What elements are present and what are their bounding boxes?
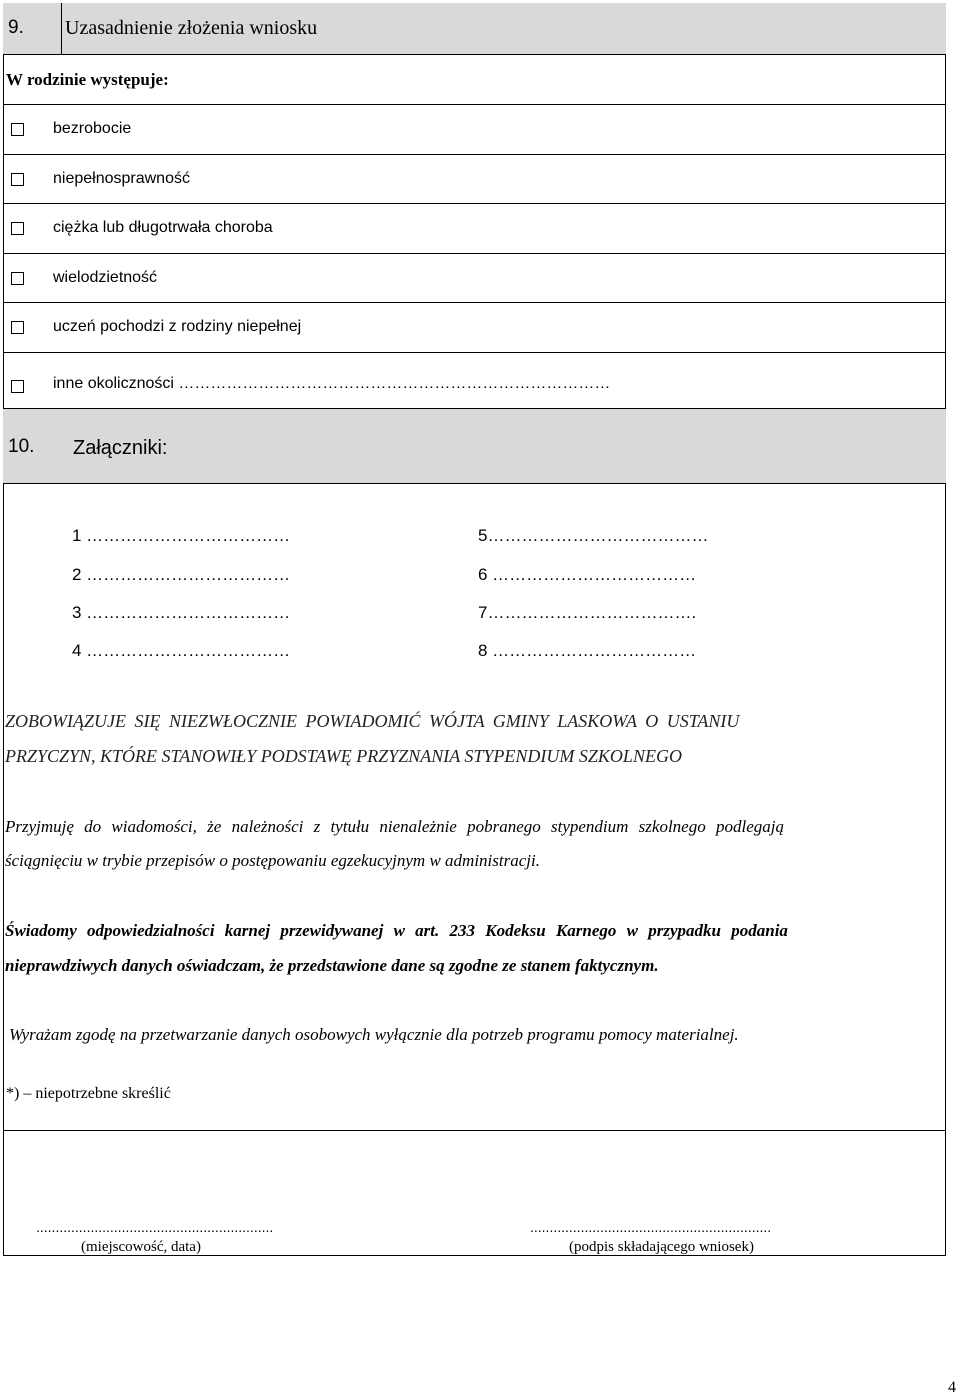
section-9-header — [3, 3, 946, 55]
footnote: *) – niepotrzebne skreślić — [6, 1085, 171, 1102]
checkbox-rodzina-niepelna[interactable] — [11, 321, 24, 334]
consent-text: Wyrażam zgodę na przetwarzanie danych osobowych wyłącznie dla potrzeb programu pomocy materialnej. — [9, 1025, 739, 1044]
notice-line-1: Przyjmuję do wiadomości, że należności z tytułu nienależnie pobranego stypendium szkolnego podlegają — [5, 817, 784, 836]
checkbox-wielodzietnosc[interactable] — [11, 272, 24, 285]
signature-dots-place-date: ............................................................. — [36, 1219, 274, 1235]
family-label: W rodzinie występuje: — [6, 70, 169, 89]
checkbox-niepelnosprawnosc[interactable] — [11, 173, 24, 186]
option-label: bezrobocie — [53, 120, 132, 137]
signature-box — [3, 1130, 946, 1256]
option-label: wielodzietność — [53, 269, 158, 286]
attachment-2: 2 ……………………………… — [72, 565, 291, 584]
attachment-6: 6 ……………………………… — [478, 565, 697, 584]
family-label-row — [3, 55, 946, 105]
option-label: uczeń pochodzi z rodziny niepełnej — [53, 318, 302, 335]
header-divider — [61, 3, 62, 55]
obligation-line-2: PRZYCZYN, KTÓRE STANOWIŁY PODSTAWĘ PRZYZNANIA STYPENDIUM SZKOLNEGO — [5, 746, 682, 766]
option-label: inne okoliczności ……………………………………………………………………… — [53, 375, 611, 392]
applicant-signature-label: (podpis składającego wniosek) — [569, 1239, 754, 1255]
section-9-number: 9. — [8, 17, 24, 38]
checkbox-choroba[interactable] — [11, 222, 24, 235]
option-row — [3, 204, 946, 254]
option-row — [3, 155, 946, 204]
section-10-title: Załączniki: — [73, 437, 168, 459]
attachment-7: 7………………………………. — [478, 603, 697, 622]
attachment-5: 5………………………………… — [478, 526, 709, 545]
attachment-4: 4 ……………………………… — [72, 641, 291, 660]
declaration-line-1: Świadomy odpowiedzialności karnej przewidywanej w art. 233 Kodeksu Karnego w przypadku podania — [5, 921, 788, 940]
section-9-title: Uzasadnienie złożenia wniosku — [65, 17, 318, 39]
option-label: niepełnosprawność — [53, 170, 190, 187]
declaration-line-2: nieprawdziwych danych oświadczam, że przedstawione dane są zgodne ze stanem faktycznym. — [5, 956, 659, 975]
option-row — [3, 353, 946, 409]
signature-dots-applicant: .............................................................. — [530, 1219, 772, 1235]
section-10-number: 10. — [8, 436, 35, 457]
attachment-3: 3 ……………………………… — [72, 603, 291, 622]
section-10-header — [3, 409, 946, 484]
checkbox-inne[interactable] — [11, 380, 24, 393]
obligation-line-1: ZOBOWIĄZUJE SIĘ NIEZWŁOCZNIE POWIADOMIĆ WÓJTA GMINY LASKOWA O USTANIU — [5, 711, 740, 731]
attachment-8: 8 ……………………………… — [478, 641, 697, 660]
option-row — [3, 303, 946, 353]
option-row — [3, 105, 946, 155]
option-row — [3, 254, 946, 303]
attachment-1: 1 ……………………………… — [72, 526, 291, 545]
notice-line-2: ściągnięciu w trybie przepisów o postępowaniu egzekucyjnym w administracji. — [5, 851, 540, 870]
option-label: ciężka lub długotrwała choroba — [53, 219, 273, 236]
place-date-label: (miejscowość, data) — [81, 1239, 201, 1255]
checkbox-bezrobocie[interactable] — [11, 123, 24, 136]
page-number: 4 — [948, 1379, 956, 1396]
